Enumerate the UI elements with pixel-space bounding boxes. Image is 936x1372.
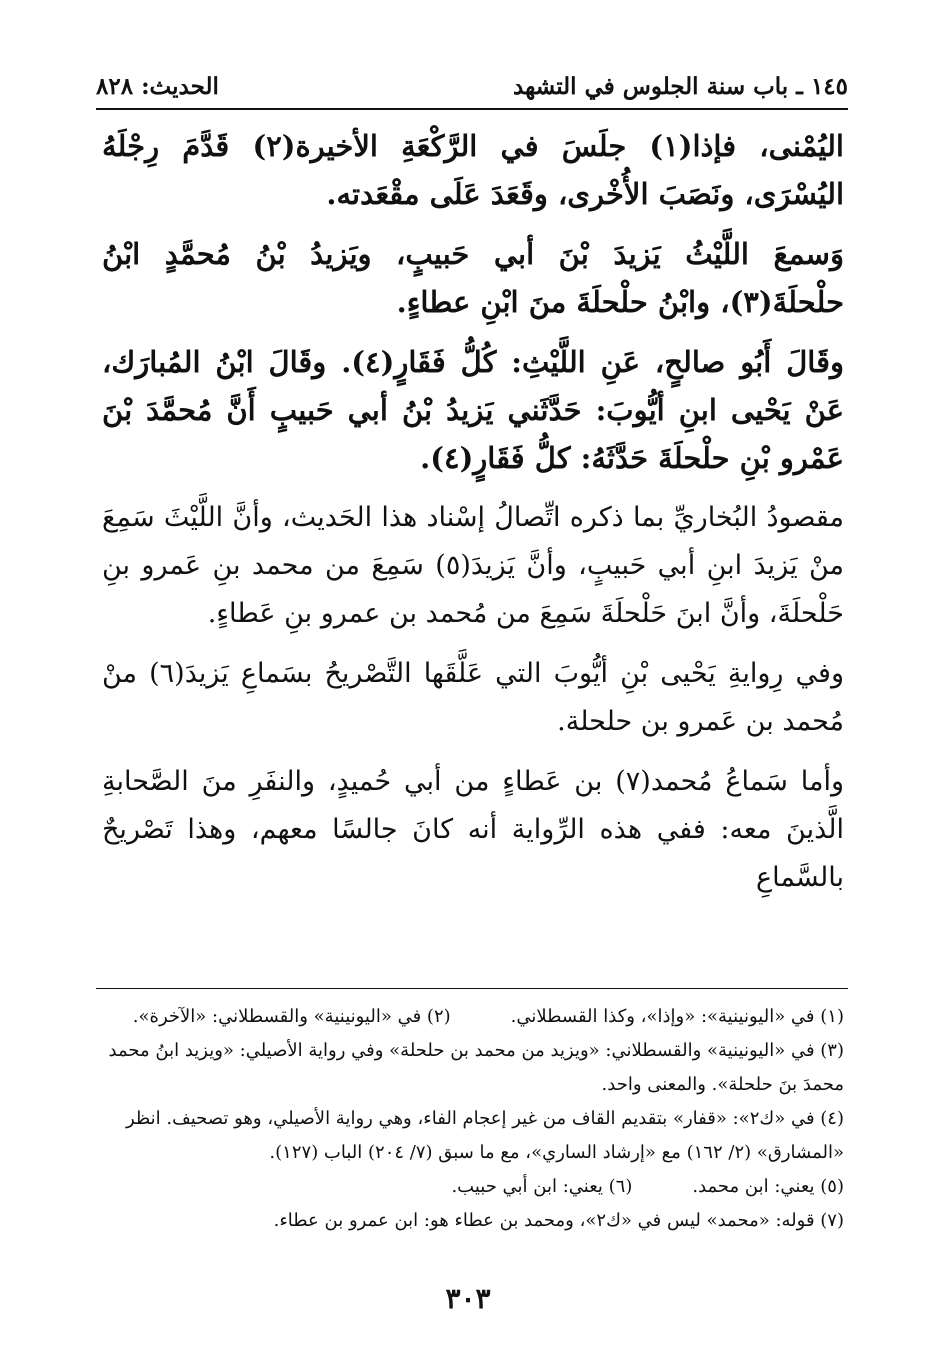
- paragraph: اليُمْنى، فإذا(١) جلَسَ في الرَّكْعَةِ الأخيرة(٢) قَدَّمَ رِجْلَهُ اليُسْرَى، ونَصَبَ الأُخْرى، وقَعَدَ عَلَى مقْعَدته.: [102, 129, 844, 211]
- chapter-title: ١٤٥ ـ باب سنة الجلوس في التشهد: [513, 72, 848, 100]
- paragraph: مقصودُ البُخاريِّ بما ذكره اتِّصالُ إسْناد هذا الحَديث، وأنَّ اللَّيْثَ سَمِعَ منْ يَزيدَ ابنِ أبي حَبيبٍ، وأنَّ يَزيدَ(٥) سَمِعَ من محمد بنِ عَمرو بنِ حَلْحلَةَ، وأنَّ ابنَ حَلْحلَةَ سَمِعَ من مُحمد بن عمرو بنِ عَطاءٍ.: [102, 502, 844, 629]
- footnote-1: (١) في «اليونينية»: «وإذا»، وكذا القسطلاني.: [510, 1006, 844, 1027]
- paragraph: وَسمعَ اللَّيْثُ يَزيدَ بْنَ أبي حَبيبٍ، ويَزيدُ بْنُ مُحمَّدٍ ابْنُ حلْحلَةَ(٣)، وابْنُ حلْحلَةَ منَ ابْنِ عطاءٍ.: [102, 237, 844, 319]
- footnote-5: (٥) يعني: ابن محمد.: [692, 1176, 844, 1197]
- running-header: [96, 66, 848, 106]
- footnote-row: [102, 1170, 844, 1204]
- footnote-4: (٤) في «ك٢»: «قفار» بتقديم القاف من غير إعجام الفاء، وهي رواية الأصيلي، وهو تصحيف. انظر «المشارق» (٢/ ١٦٢) مع «إرشاد الساري»، مع ما سبق (٧/ ٢٠٤) الباب (١٢٧).: [125, 1108, 844, 1163]
- header-rule: [96, 108, 848, 110]
- footnote-7: (٧) قوله: «محمد» ليس في «ك٢»، ومحمد بن عطاء هو: ابن عمرو بن عطاء.: [273, 1210, 844, 1231]
- footnote-3: (٣) في «اليونينية» والقسطلاني: «ويزيد من محمد بن حلحلة» وفي رواية الأصيلي: «ويزيد ابنُ محمد محمدَ بنَ حلحلة». والمعنى واحد.: [108, 1040, 844, 1095]
- main-text: [102, 122, 844, 914]
- footnotes: [102, 1000, 844, 1238]
- footnote-row: [102, 1000, 844, 1034]
- paragraph: وأما سَماعُ مُحمد(٧) بن عَطاءٍ من أبي حُميدٍ، والنفَرِ منَ الصَّحابةِ الَّذينَ معه: ففي هذه الرِّواية أنه كانَ جالسًا معهم، وهذا تَصْريحٌ بالسَّماعِ: [102, 766, 844, 893]
- hadith-number: الحديث: ٨٢٨: [96, 72, 219, 100]
- footnote-6: (٦) يعني: ابن أبي حبيب.: [451, 1176, 633, 1197]
- footnote-2: (٢) في «اليونينية» والقسطلاني: «الآخرة».: [132, 1006, 451, 1027]
- paragraph: وقَالَ أَبُو صالحٍ، عَنِ اللَّيْثِ: كُلُّ فَقَارٍ(٤). وقَالَ ابْنُ المُبارَك، عَنْ يَحْيى ابنِ أيُّوبَ: حَدَّثَني يَزيدُ بْنُ أبي حَبيبٍ أَنَّ مُحمَّدَ بْنَ عَمْرو بْنِ حلْحلَةَ حَدَّثَهُ: كلُّ فَقَارٍ(٤).: [102, 345, 844, 475]
- paragraph: وفي رِوايةِ يَحْيى بْنِ أيُّوبَ التي عَلَّقَها التَّصْريحُ بسَماعِ يَزيدَ(٦) منْ مُحمد بن عَمرو بن حلحلة.: [102, 658, 844, 737]
- page-number: ٣٠٣: [445, 1282, 491, 1315]
- footnote-rule: [96, 988, 848, 989]
